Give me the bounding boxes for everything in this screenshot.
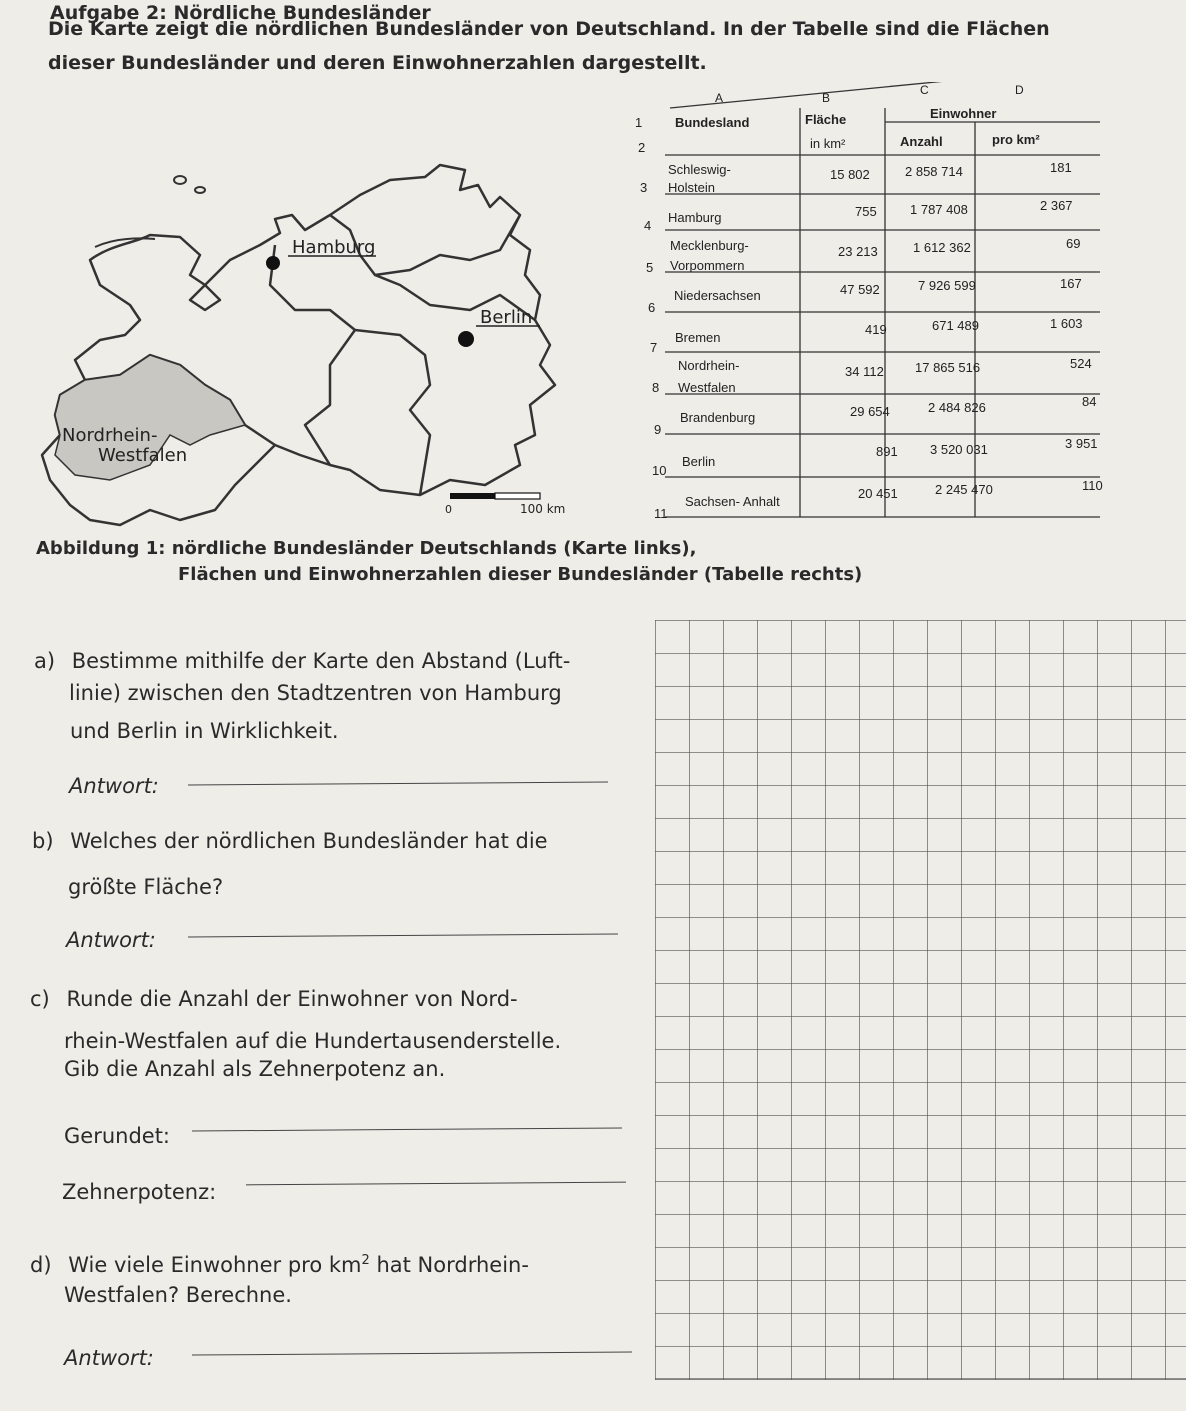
header-bundesland: Bundesland [675,115,750,130]
row-name-2: Bremen [675,330,721,345]
row-area: 20 451 [858,486,898,501]
question-b [32,826,548,858]
col-letter-d: D [1015,83,1024,97]
border-ni-sa [270,245,355,465]
answer-c-rounded-label: Gerundet: [64,1124,171,1148]
question-a-line-3: und Berlin in Wirklichkeit. [70,719,339,743]
header-pro-km: pro km² [992,132,1040,147]
answer-c-rounded-line[interactable] [192,1126,622,1131]
row-name-1: Schleswig- [668,162,731,177]
row-area: 29 654 [850,404,890,419]
row-name-1: Nordrhein- [678,358,740,373]
col-letter-a: A [715,91,724,105]
row-area: 891 [876,444,898,459]
question-c [30,984,518,1016]
question-b-letter: b) [32,829,54,853]
germany-north-map [30,135,590,555]
nrw-label-2: Westfalen [98,445,188,466]
question-a-line-1: Bestimme mithilfe der Karte den Abstand (Luft- [71,649,571,673]
scale-bar-black [450,493,495,499]
border-sa-bb [355,330,430,495]
island-2 [195,187,205,193]
row-name-2: Berlin [682,454,716,469]
row-number: 6 [648,300,656,315]
population-table [630,82,1110,522]
row-count: 1 612 362 [913,240,971,255]
berlin-label: Berlin [480,307,533,328]
header-anzahl: Anzahl [900,134,943,149]
berlin-dot [458,331,474,347]
answer-b-line[interactable] [188,932,618,937]
border-bremen [190,285,220,310]
answer-d-line[interactable] [192,1350,632,1355]
row-number: 2 [638,140,646,155]
row-number: 3 [640,180,648,195]
row-density: 69 [1066,236,1081,251]
row-area: 15 802 [830,167,870,182]
question-d-letter: d) [30,1253,52,1277]
row-number: 8 [652,380,660,395]
col-letter-c: C [920,83,929,97]
header-einwohner: Einwohner [930,106,997,121]
answer-c-power-label: Zehnerpotenz: [62,1180,217,1204]
row-count: 2 245 470 [935,482,993,497]
figure-caption-line-1: Abbildung 1: nördliche Bundesländer Deutschlands (Karte links), [36,538,697,559]
answer-a-label: Antwort: [69,774,159,798]
row-area: 47 592 [840,282,880,297]
answer-b-label: Antwort: [66,928,156,952]
row-name-2: Hamburg [668,210,722,225]
row-count: 671 489 [932,318,979,333]
answer-a-line[interactable] [188,781,608,786]
question-d-line-2: Westfalen? Berechne. [64,1283,292,1307]
row-density: 2 367 [1040,198,1073,213]
island-1 [174,176,186,184]
row-name-2: Sachsen- Anhalt [685,494,780,509]
row-count: 1 787 408 [910,202,968,217]
row-name-2: Brandenburg [680,410,756,425]
question-d [30,1250,529,1282]
row-number: 11 [654,506,668,521]
header-flaeche-unit: in km² [810,136,846,151]
row-name-2: Niedersachsen [674,288,761,303]
question-c-line-2: rhein-Westfalen auf die Hundertausenderstelle. [64,1029,562,1053]
row-density: 3 951 [1065,436,1098,451]
answer-c-power-line[interactable] [246,1181,626,1186]
grid-paper [655,620,1186,1380]
scale-end-label: 100 km [520,502,566,516]
row-density: 181 [1050,160,1072,175]
row-density: 110 [1082,478,1103,493]
row-count: 7 926 599 [918,278,976,293]
question-b-line-2: größte Fläche? [68,875,224,899]
question-c-letter: c) [30,987,50,1011]
row-count: 17 865 516 [915,360,981,375]
question-d-superscript: 2 [361,1253,370,1268]
row-area: 419 [865,322,887,337]
row-count: 3 520 031 [930,442,988,457]
row-number: 7 [650,340,658,355]
intro-line-2: dieser Bundesländer und deren Einwohnerzahlen dargestellt. [48,52,707,74]
question-c-line-3: Gib die Anzahl als Zehnerpotenz an. [64,1057,446,1081]
row-density: 1 603 [1050,316,1083,331]
row-name-1: Mecklenburg- [670,238,749,253]
row-number: 9 [654,422,662,437]
task-title: Aufgabe 2: Nördliche Bundesländer [50,2,431,24]
row-name-2: Vorpommern [670,258,745,273]
row-count: 2 484 826 [928,400,986,415]
question-a-letter: a) [34,649,56,673]
row-area: 34 112 [845,364,884,379]
question-a-line-2: linie) zwischen den Stadtzentren von Hamburg [69,681,562,705]
answer-d-label: Antwort: [64,1346,154,1370]
row-number: 10 [652,463,667,478]
question-a [34,646,570,678]
row-area: 23 213 [838,244,878,259]
scale-zero-label: 0 [445,503,452,516]
row-count: 2 858 714 [905,164,963,179]
row-density: 84 [1082,394,1097,409]
header-flaeche: Fläche [805,112,847,127]
question-b-line-1: Welches der nördlichen Bundesländer hat die [70,829,548,853]
nrw-label-1: Nordrhein- [62,425,158,446]
row-name-2: Westfalen [678,380,736,395]
hamburg-dot [266,256,280,270]
question-d-line-1-pre: Wie viele Einwohner pro km [68,1253,362,1277]
intro-line-1: Die Karte zeigt die nördlichen Bundesländer von Deutschland. In der Tabelle sind die Flächen [48,18,1050,40]
col-letter-b: B [822,91,831,105]
row-density: 524 [1070,356,1092,371]
row-name-2: Holstein [668,180,715,195]
hamburg-label: Hamburg [292,237,376,258]
row-number: 1 [635,115,643,130]
row-number: 4 [644,218,652,233]
question-d-line-1-post: hat Nordrhein- [369,1253,529,1277]
figure-caption-line-2: Flächen und Einwohnerzahlen dieser Bundesländer (Tabelle rechts) [178,564,863,585]
row-number: 5 [646,260,654,275]
row-area: 755 [855,204,877,219]
question-c-line-1: Runde die Anzahl der Einwohner von Nord- [66,987,518,1011]
row-density: 167 [1060,276,1082,291]
scale-bar-white [495,493,540,499]
